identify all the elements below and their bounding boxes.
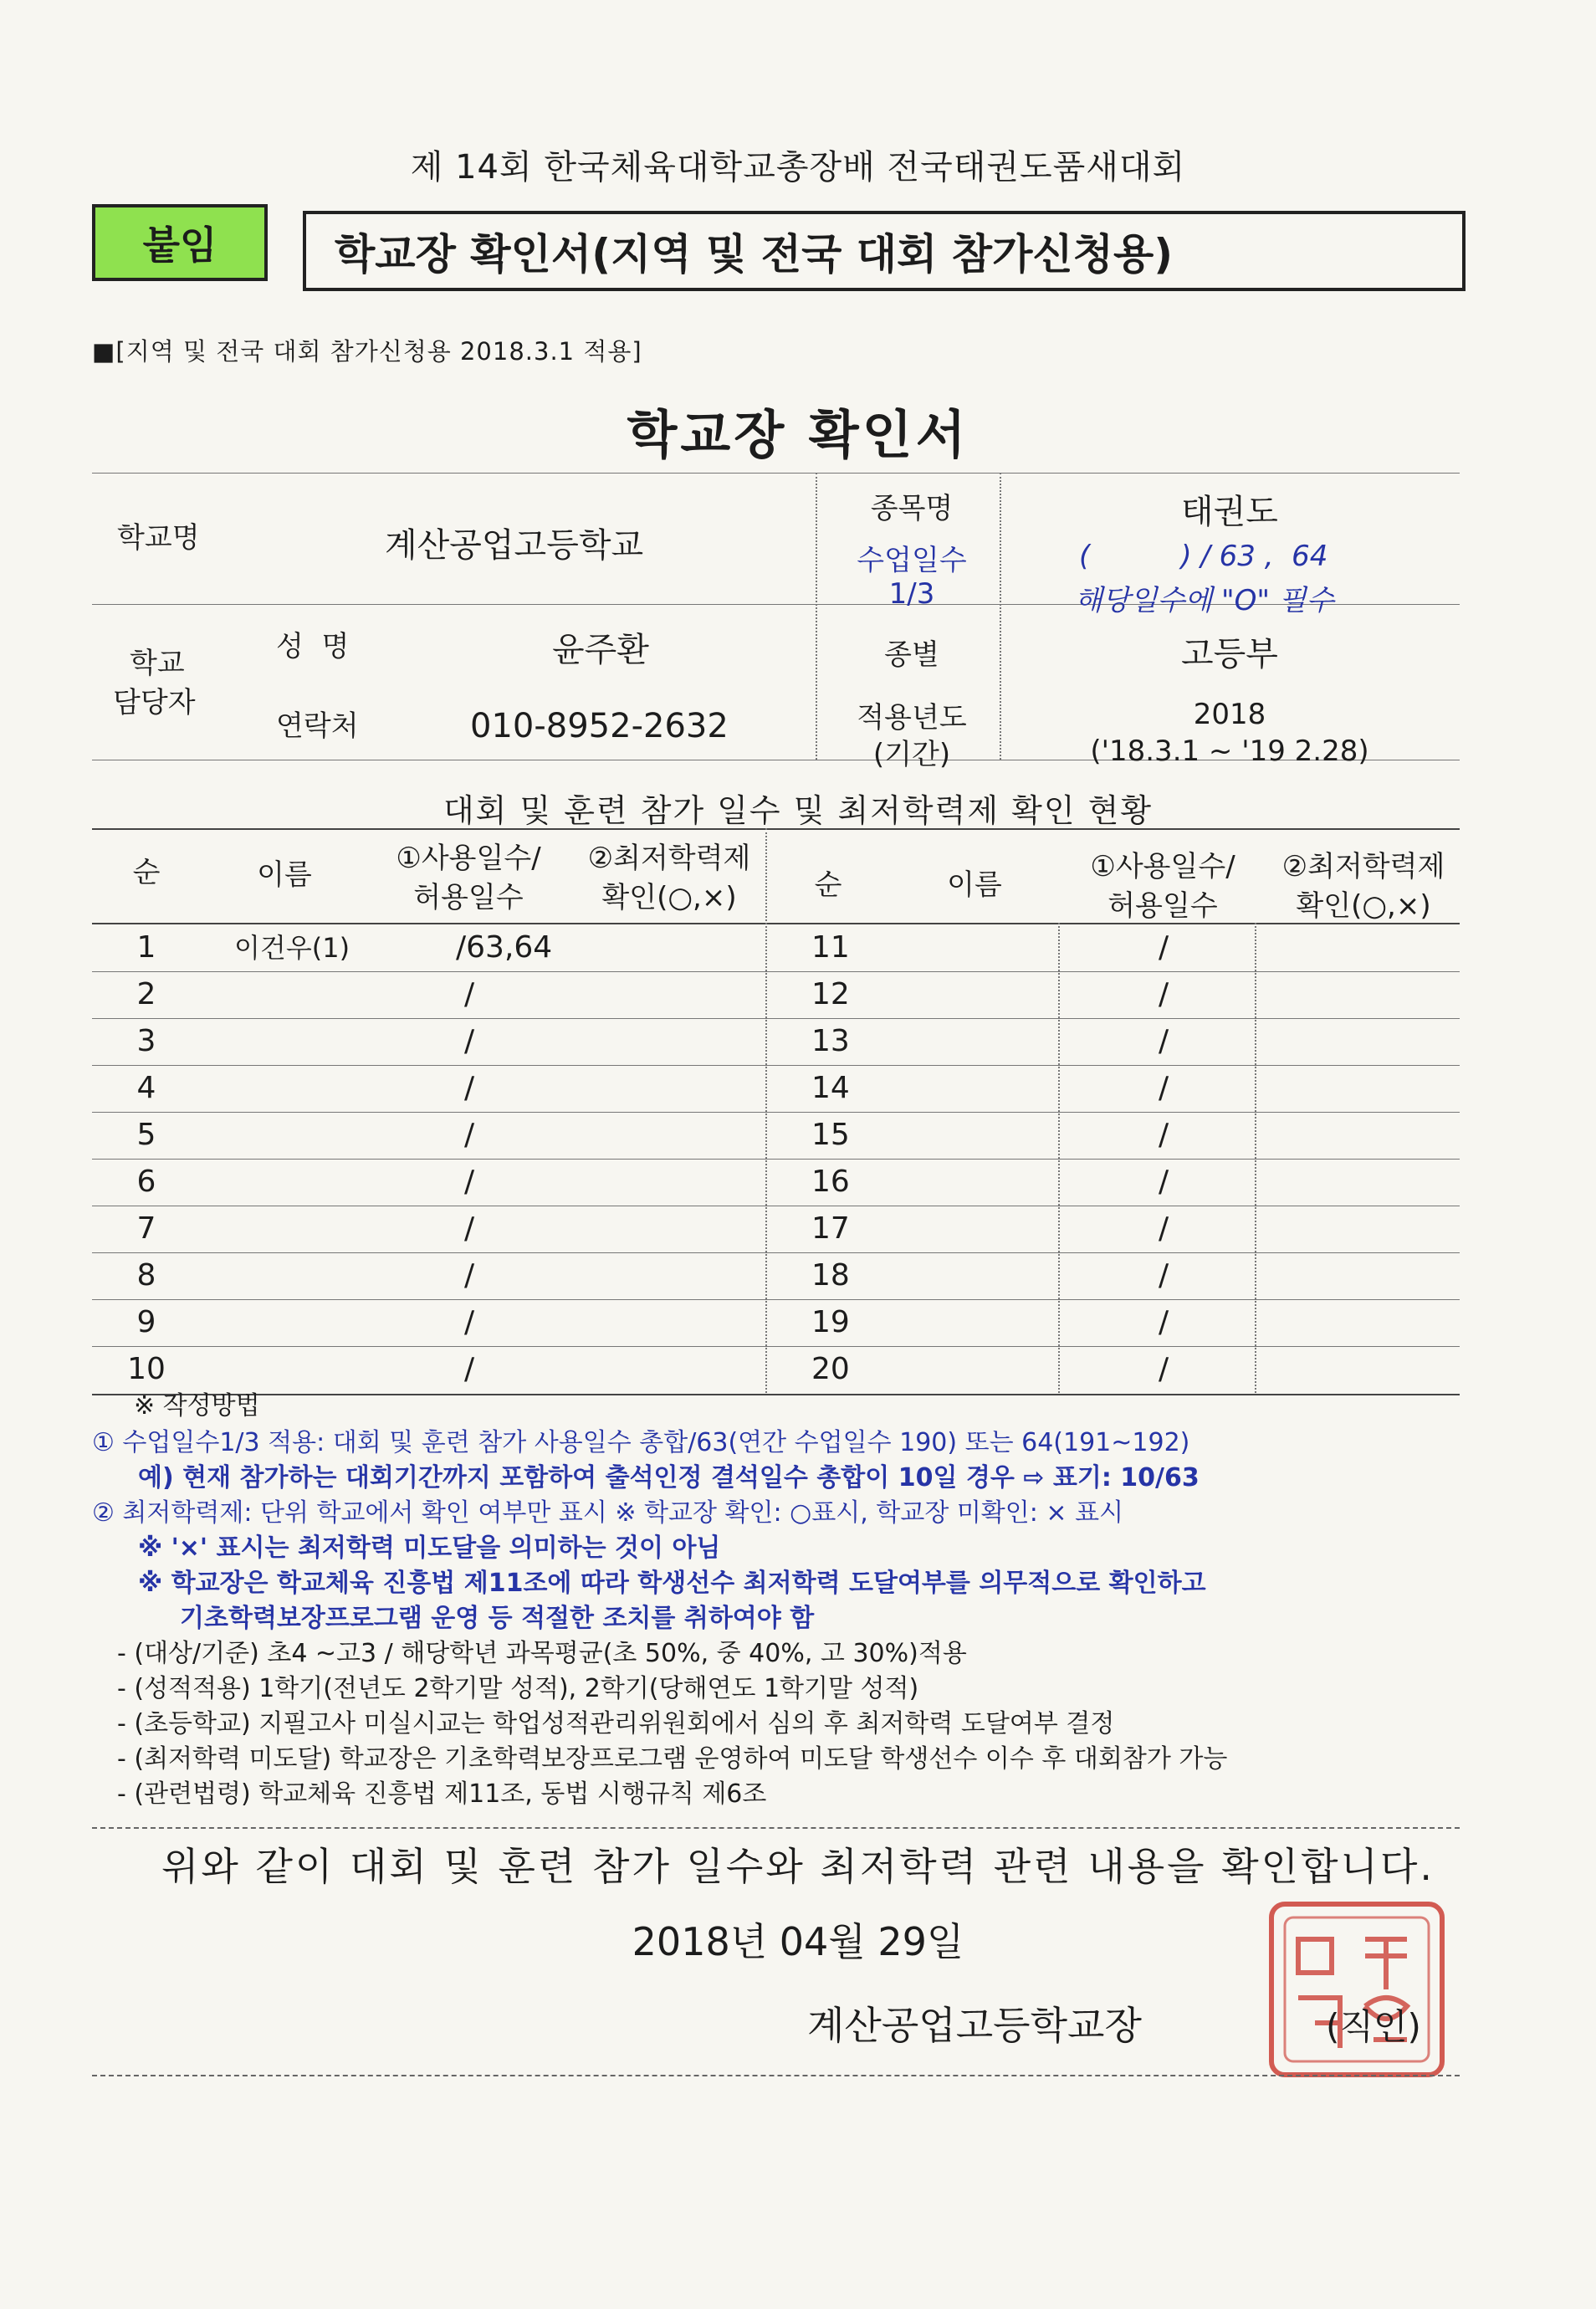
- divider: [92, 1346, 1460, 1347]
- divider: [92, 473, 1460, 474]
- note-line: - (대상/기준) 초4 ~고3 / 해당학년 과목평균(초 50%, 중 40%, 고 30%)적용: [117, 1639, 967, 1668]
- divider: [816, 473, 817, 760]
- table-row: [92, 1018, 1460, 1065]
- divider: [92, 1112, 1460, 1113]
- row-days: /: [1159, 1024, 1169, 1058]
- note-line: - (관련법령) 학교체육 진흥법 제11조, 동법 시행규칙 제6조: [117, 1779, 767, 1809]
- year-label: 적용년도: [857, 701, 967, 735]
- principal-name: 계산공업고등학교장: [807, 2003, 1142, 2048]
- col-header-check: 확인(○,×): [601, 881, 737, 914]
- row-no: 4: [136, 1071, 156, 1105]
- col-header-days: ①사용일수/: [396, 842, 541, 875]
- row-days: /: [1159, 1071, 1169, 1105]
- col-header-check: ②최저학력제: [587, 842, 751, 875]
- staff-label: 담당자: [113, 686, 196, 719]
- table-caption: 대회 및 훈련 참가 일수 및 최저학력제 확인 현황: [442, 792, 1154, 829]
- school-name: 계산공업고등학교: [385, 526, 644, 565]
- event-label: 종목명: [870, 492, 954, 525]
- row-days: /: [1159, 977, 1169, 1011]
- divider: [92, 1252, 1460, 1253]
- row-days: /: [464, 1352, 475, 1386]
- note-line: - (초등학교) 지필고사 미실시교는 학업성적관리위원회에서 심의 후 최저학력 도달여부 결정: [117, 1709, 1115, 1738]
- note-line: - (성적적용) 1학기(전년도 2학기말 성적), 2학기(당해연도 1학기말 성적): [117, 1674, 919, 1703]
- divider: [92, 1018, 1460, 1019]
- competition-title: 제 14회 한국체육대학교총장배 전국태권도품새대회: [410, 148, 1186, 187]
- note-line: 예) 현재 참가하는 대회기간까지 포함하여 출석인정 결석일수 총합이 10일 경우 ⇨ 표기: 10/63: [138, 1463, 1200, 1492]
- col-header-days: ①사용일수/: [1090, 850, 1235, 883]
- col-header-name: 이름: [947, 868, 1002, 902]
- row-no: 14: [811, 1071, 850, 1105]
- year-sub: (기간): [872, 738, 951, 771]
- class-days-value: ( ) / 63 , 64: [1079, 540, 1328, 573]
- row-no: 13: [811, 1024, 850, 1058]
- row-no: 18: [811, 1258, 850, 1293]
- class-days-note: 해당일수에 "O" 필수: [1075, 584, 1334, 617]
- row-no: 17: [811, 1211, 850, 1246]
- row-no: 11: [811, 930, 850, 965]
- attachment-badge: 붙임: [92, 204, 268, 281]
- year-value: 2018: [1193, 698, 1266, 731]
- divider: [92, 1065, 1460, 1066]
- row-days: /: [464, 977, 475, 1011]
- row-days: /: [464, 1118, 475, 1152]
- row-days: /: [1159, 1258, 1169, 1293]
- divider: [1000, 473, 1001, 760]
- class-days-sub: 1/3: [888, 577, 935, 611]
- divider: [92, 2075, 1460, 2076]
- row-no: 5: [136, 1118, 156, 1152]
- document-title: 학교장 확인서: [627, 404, 969, 465]
- col-header-name: 이름: [257, 858, 312, 892]
- row-days: /: [1159, 1305, 1169, 1339]
- col-header-check: ②최저학력제: [1281, 850, 1445, 883]
- row-no: 15: [811, 1118, 850, 1152]
- row-days: /: [464, 1211, 475, 1246]
- staff-label: 학교: [130, 647, 185, 680]
- contact-value: 010-8952-2632: [470, 707, 729, 745]
- row-no: 1: [136, 930, 156, 965]
- col-header-days: 허용일수: [1107, 889, 1218, 923]
- table-row: [92, 1206, 1460, 1252]
- row-days: /: [464, 1071, 475, 1105]
- division-label: 종별: [884, 638, 939, 672]
- row-days: /: [464, 1258, 475, 1293]
- row-no: 20: [811, 1352, 850, 1386]
- apply-note: ■[지역 및 전국 대회 참가신청용 2018.3.1 적용]: [92, 337, 642, 366]
- row-days: /: [464, 1305, 475, 1339]
- note-line: - (최저학력 미도달) 학교장은 기초학력보장프로그램 운영하여 미도달 학생선수 이수 후 대회참가 가능: [117, 1744, 1228, 1774]
- divider: [92, 971, 1460, 972]
- staff-name: 윤주환: [552, 631, 649, 669]
- table-row: [92, 1159, 1460, 1206]
- school-label: 학교명: [117, 521, 200, 555]
- notes-heading: ※ 작성방법: [134, 1391, 260, 1421]
- note-line: 기초학력보장프로그램 운영 등 적절한 조치를 취하여야 함: [180, 1604, 815, 1633]
- row-days: /: [1159, 1118, 1169, 1152]
- form-title: 학교장 확인서(지역 및 전국 대회 참가신청용): [303, 211, 1466, 291]
- table-row: [92, 1112, 1460, 1159]
- col-header-no: 순: [814, 868, 842, 902]
- issue-date: 2018년 04월 29일: [632, 1919, 964, 1964]
- note-line: ② 최저학력제: 단위 학교에서 확인 여부만 표시 ※ 학교장 확인: ○표시, 학교장 미확인: × 표시: [92, 1498, 1124, 1528]
- table-row: [92, 924, 1460, 971]
- row-no: 6: [136, 1165, 156, 1199]
- divider: [92, 1299, 1460, 1300]
- row-days: /: [464, 1165, 475, 1199]
- official-seal: [1265, 1897, 1449, 2081]
- row-no: 2: [136, 977, 156, 1011]
- row-no: 16: [811, 1165, 850, 1199]
- note-line: ① 수업일수1/3 적용: 대회 및 훈련 참가 사용일수 총합/63(연간 수업일수 190) 또는 64(191~192): [92, 1428, 1190, 1457]
- event-value: 태권도: [1181, 493, 1278, 531]
- col-header-no: 순: [132, 856, 161, 889]
- note-line: ※ '×' 표시는 최저학력 미도달을 의미하는 것이 아님: [138, 1533, 721, 1563]
- col-header-days: 허용일수: [413, 881, 524, 914]
- col-header-check: 확인(○,×): [1296, 889, 1431, 923]
- year-period: ('18.3.1 ~ '19 2.28): [1090, 735, 1369, 768]
- table-row: [92, 1346, 1460, 1393]
- table-row: [92, 1299, 1460, 1346]
- row-days: /: [1159, 1165, 1169, 1199]
- row-no: 8: [136, 1258, 156, 1293]
- table-row: [92, 1065, 1460, 1112]
- confirmation-text: 위와 같이 대회 및 훈련 참가 일수와 최저학력 관련 내용을 확인합니다.: [161, 1844, 1435, 1889]
- row-no: 7: [136, 1211, 156, 1246]
- row-days: /: [1159, 930, 1169, 965]
- name-label: 성 명: [276, 630, 350, 663]
- contact-label: 연락처: [276, 709, 359, 743]
- division-value: 고등부: [1181, 635, 1278, 673]
- row-no: 3: [136, 1024, 156, 1058]
- row-days: /: [464, 1024, 475, 1058]
- divider: [92, 1827, 1460, 1829]
- row-no: 10: [127, 1352, 166, 1386]
- divider: [92, 828, 1460, 830]
- row-name: 이건우(1): [234, 932, 350, 964]
- row-no: 9: [136, 1305, 156, 1339]
- divider: [92, 1159, 1460, 1160]
- row-no: 12: [811, 977, 850, 1011]
- table-row: [92, 971, 1460, 1018]
- seal-label: (직인): [1326, 2006, 1421, 2047]
- divider: [92, 1394, 1460, 1395]
- row-days: /63,64: [456, 930, 553, 965]
- row-days: /: [1159, 1211, 1169, 1246]
- row-days: /: [1159, 1352, 1169, 1386]
- table-row: [92, 1252, 1460, 1299]
- row-no: 19: [811, 1305, 850, 1339]
- class-days-label: 수업일수: [857, 544, 967, 577]
- note-line: ※ 학교장은 학교체육 진흥법 제11조에 따라 학생선수 최저학력 도달여부를 의무적으로 확인하고: [138, 1569, 1206, 1598]
